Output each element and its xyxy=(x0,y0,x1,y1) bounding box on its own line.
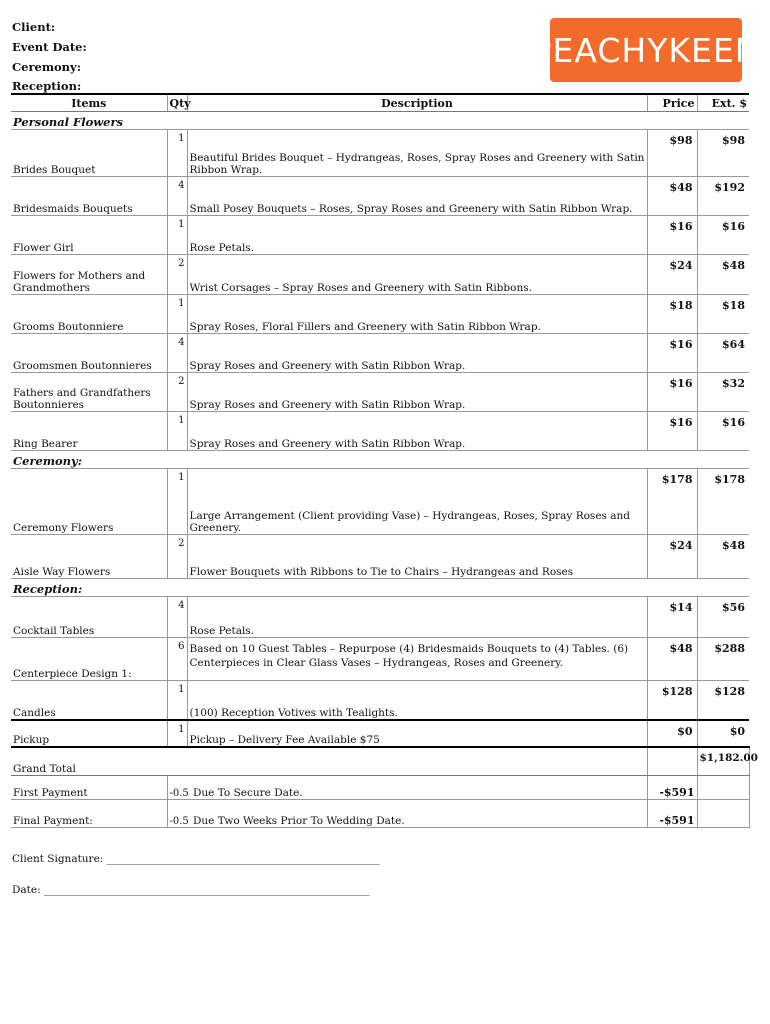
item-name: Pickup xyxy=(11,720,167,747)
item-description: Rose Petals. xyxy=(187,597,647,638)
table-row xyxy=(11,681,749,720)
ceremony-label: Ceremony: xyxy=(12,60,81,74)
item-price: $16 xyxy=(647,216,697,255)
section-personal-flowers: Personal Flowers xyxy=(11,112,749,130)
item-description: Spray Roses and Greenery with Satin Ribbon Wrap. xyxy=(187,334,647,373)
final-payment-pct: -0.5 xyxy=(167,800,187,828)
item-qty: 1 xyxy=(167,130,187,177)
section-reception: Reception: xyxy=(11,579,749,597)
grand-total-value: $1,182.00 xyxy=(697,747,749,776)
table-row xyxy=(11,295,749,334)
table-header-row xyxy=(11,94,749,112)
item-description: Spray Roses, Floral Fillers and Greenery with Satin Ribbon Wrap. xyxy=(187,295,647,334)
col-items: Items xyxy=(11,94,167,112)
col-qty: Qty xyxy=(167,94,187,112)
item-price: $16 xyxy=(647,412,697,451)
item-description: Large Arrangement (Client providing Vase) – Hydrangeas, Roses, Spray Roses and Greenery. xyxy=(187,469,647,535)
item-name: Ceremony Flowers xyxy=(11,469,167,535)
table-row xyxy=(11,255,749,295)
item-price: $24 xyxy=(647,255,697,295)
section-ceremony: Ceremony: xyxy=(11,451,749,469)
first-payment-label: First Payment xyxy=(11,776,167,800)
item-name: Cocktail Tables xyxy=(11,597,167,638)
item-ext: $192 xyxy=(697,177,749,216)
item-qty: 1 xyxy=(167,681,187,720)
item-ext: $18 xyxy=(697,295,749,334)
item-description: Flower Bouquets with Ribbons to Tie to Chairs – Hydrangeas and Roses xyxy=(187,535,647,579)
final-payment-desc: Due Two Weeks Prior To Wedding Date. xyxy=(187,800,647,828)
item-price: $16 xyxy=(647,334,697,373)
item-ext: $288 xyxy=(697,638,749,681)
item-description: Wrist Corsages – Spray Roses and Greenery with Satin Ribbons. xyxy=(187,255,647,295)
item-name: Bridesmaids Bouquets xyxy=(11,177,167,216)
item-price: $14 xyxy=(647,597,697,638)
first-payment-pct: -0.5 xyxy=(167,776,187,800)
item-description: Beautiful Brides Bouquet – Hydrangeas, Roses, Spray Roses and Greenery with Satin Ribbon Wrap. xyxy=(187,130,647,177)
item-name: Candles xyxy=(13,706,56,719)
item-ext: $56 xyxy=(697,597,749,638)
table-row xyxy=(11,373,749,412)
table-row xyxy=(11,469,749,535)
item-description: Rose Petals. xyxy=(187,216,647,255)
item-name: Grooms Boutonniere xyxy=(11,295,167,334)
item-qty: 1 xyxy=(167,412,187,451)
client-signature-line[interactable]: Client Signature: ____________________________________________________ xyxy=(12,853,380,865)
item-ext: $64 xyxy=(697,334,749,373)
col-price: Price xyxy=(647,94,697,112)
peachykeen-logo: PEACHYKEEN xyxy=(550,18,742,82)
item-ext: $98 xyxy=(697,130,749,177)
item-ext: $48 xyxy=(697,255,749,295)
first-payment-row xyxy=(11,776,749,800)
col-ext: Ext. $ xyxy=(697,94,749,112)
item-description: Spray Roses and Greenery with Satin Ribbon Wrap. xyxy=(187,412,647,451)
item-ext: $48 xyxy=(697,535,749,579)
item-qty: 4 xyxy=(167,177,187,216)
event-date-label: Event Date: xyxy=(12,40,87,54)
item-qty: 2 xyxy=(167,255,187,295)
item-price: $18 xyxy=(647,295,697,334)
final-payment-amount: -$591 xyxy=(647,800,697,828)
item-name: Fathers and Grandfathers Boutonnieres xyxy=(11,373,167,412)
reception-label: Reception: xyxy=(12,79,82,93)
item-ext: $16 xyxy=(697,216,749,255)
item-description: Pickup – Delivery Fee Available $75 xyxy=(187,720,647,747)
item-ext: $32 xyxy=(697,373,749,412)
item-description: Spray Roses and Greenery with Satin Ribbon Wrap. xyxy=(187,373,647,412)
first-payment-desc: Due To Secure Date. xyxy=(187,776,647,800)
item-price: $128 xyxy=(647,681,697,720)
item-qty: 4 xyxy=(167,597,187,638)
item-qty: 6 xyxy=(167,638,187,681)
item-name: Ring Bearer xyxy=(11,412,167,451)
client-label: Client: xyxy=(12,20,56,34)
table-row xyxy=(11,177,749,216)
item-qty: 1 xyxy=(167,720,187,747)
item-ext: $128 xyxy=(697,681,749,720)
final-payment-row xyxy=(11,800,749,828)
item-qty: 4 xyxy=(167,334,187,373)
item-description: (100) Reception Votives with Tealights. xyxy=(187,681,647,720)
table-row xyxy=(11,130,749,177)
invoice-table xyxy=(11,93,758,828)
item-qty: 2 xyxy=(167,373,187,412)
table-row xyxy=(11,720,749,747)
item-qty: 2 xyxy=(167,535,187,579)
item-name: Centerpiece Design 1: xyxy=(11,638,167,681)
grand-total-label: Grand Total xyxy=(11,747,647,776)
item-description: Small Posey Bouquets – Roses, Spray Roses and Greenery with Satin Ribbon Wrap. xyxy=(187,177,647,216)
item-price: $178 xyxy=(647,469,697,535)
item-qty: 1 xyxy=(167,216,187,255)
table-row xyxy=(11,535,749,579)
item-name: Brides Bouquet xyxy=(13,164,96,176)
item-name: Groomsmen Boutonnieres xyxy=(11,334,167,373)
table-row xyxy=(11,216,749,255)
first-payment-amount: -$591 xyxy=(647,776,697,800)
col-description: Description xyxy=(187,94,647,112)
item-ext: $178 xyxy=(697,469,749,535)
final-payment-label: Final Payment: xyxy=(11,800,167,828)
item-ext: $16 xyxy=(697,412,749,451)
item-description: Based on 10 Guest Tables – Repurpose (4) Bridesmaids Bouquets to (4) Tables. (6) Centerpieces in Clear Glass Vases – Hydrangeas, Roses and Greenery. xyxy=(187,638,647,681)
item-name: Flowers for Mothers and Grandmothers xyxy=(11,255,167,295)
item-name: Flower Girl xyxy=(11,216,167,255)
table-row xyxy=(11,597,749,638)
item-price: $48 xyxy=(647,638,697,681)
date-line[interactable]: Date: ______________________________________________________________ xyxy=(12,884,370,896)
item-qty: 1 xyxy=(167,295,187,334)
item-price: $24 xyxy=(647,535,697,579)
item-price: $98 xyxy=(647,130,697,177)
table-row xyxy=(11,638,749,681)
item-ext: $0 xyxy=(697,720,749,747)
item-price: $0 xyxy=(647,720,697,747)
table-row xyxy=(11,412,749,451)
table-row xyxy=(11,334,749,373)
item-price: $16 xyxy=(647,373,697,412)
item-name: Aisle Way Flowers xyxy=(11,535,167,579)
grand-total-row xyxy=(11,747,749,776)
item-qty: 1 xyxy=(167,469,187,535)
item-price: $48 xyxy=(647,177,697,216)
